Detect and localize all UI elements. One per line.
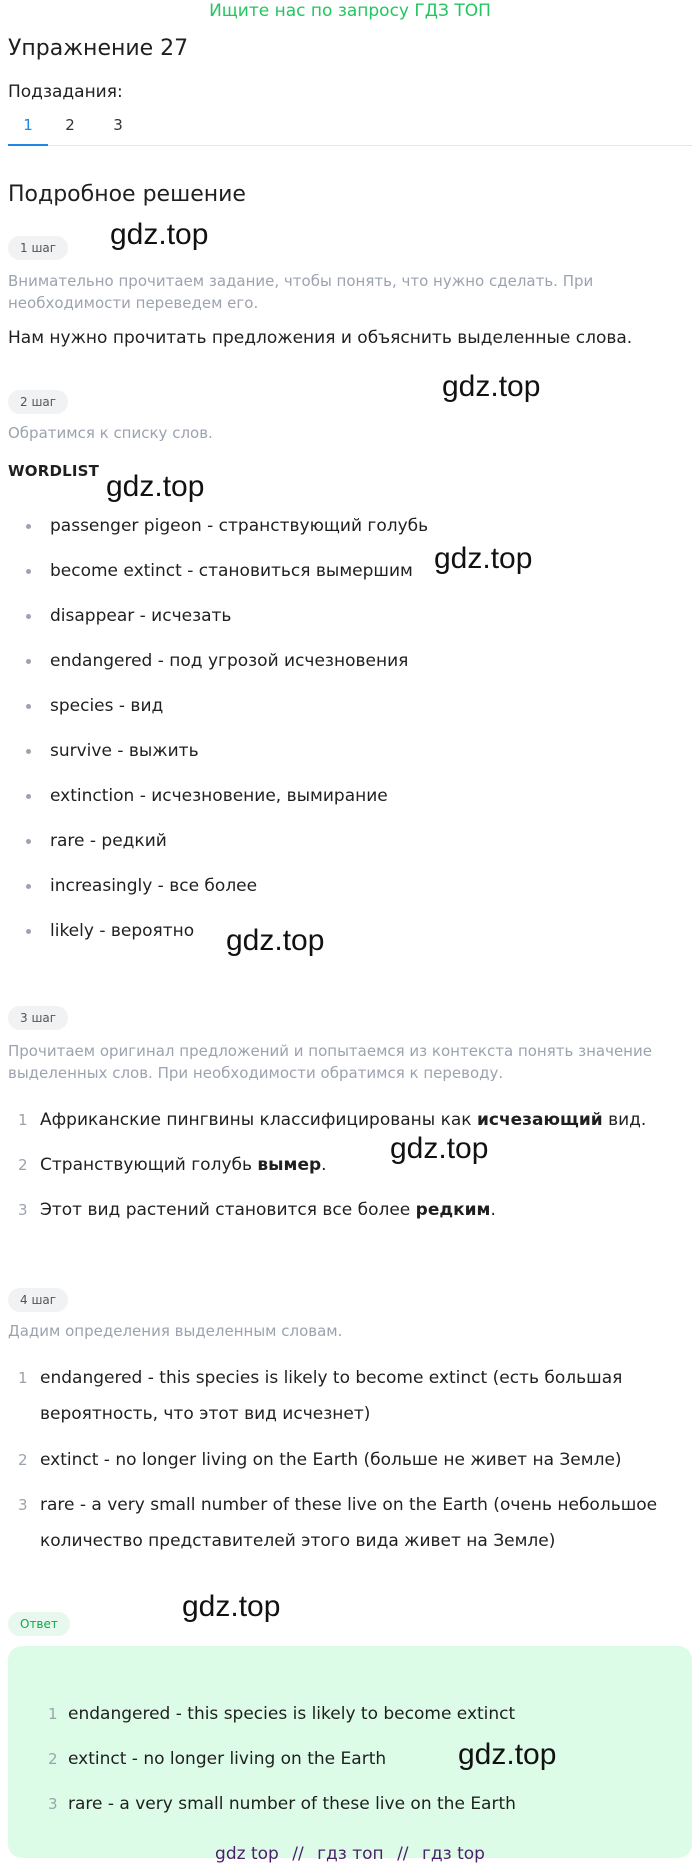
tab-3[interactable]: 3	[113, 116, 123, 134]
wordlist-title: WORDLIST	[8, 462, 100, 480]
step-1-instruction: Внимательно прочитаем задание, чтобы понять, что нужно сделать. При необходимости переведем его.	[8, 272, 594, 312]
page-title: Упражнение 27	[8, 36, 189, 61]
footer-link-gdz-top-ru[interactable]: гдз топ	[317, 1844, 384, 1864]
footer-separator: //	[397, 1844, 409, 1864]
tab-2[interactable]: 2	[65, 116, 75, 134]
answer-box: 1 endangered - this species is likely to become extinct 2 extinct - no longer living on the Earth 3 rare - a very small number of these live on the Earth gdz.top	[8, 1646, 692, 1858]
step-badge-3: 3 шаг	[8, 1006, 68, 1030]
answer-badge: Ответ	[8, 1612, 70, 1636]
bullet-icon	[26, 569, 31, 574]
step-1-text: Нам нужно прочитать предложения и объяснить выделенные слова.	[8, 328, 633, 348]
bullet-icon	[26, 614, 31, 619]
step-2-instruction: Обратимся к списку слов.	[8, 424, 213, 442]
bullet-icon	[26, 839, 31, 844]
subtask-tabs	[8, 114, 692, 146]
watermark: gdz.top	[106, 470, 205, 503]
subtasks-label: Подзадания:	[8, 82, 123, 102]
step-badge-4: 4 шаг	[8, 1288, 68, 1312]
bullet-icon	[26, 524, 31, 529]
bullet-icon	[26, 884, 31, 889]
step-badge-1: 1 шаг	[8, 236, 68, 260]
section-title: Подробное решение	[8, 182, 246, 207]
footer-link-gdz-top-mixed[interactable]: гдз top	[421, 1844, 485, 1864]
search-banner: Ищите нас по запросу ГДЗ ТОП	[209, 1, 491, 21]
watermark: gdz.top	[390, 1132, 489, 1165]
watermark: gdz.top	[434, 542, 533, 575]
footer-separator: //	[292, 1844, 304, 1864]
footer-link-gdz-top[interactable]: gdz top	[215, 1844, 279, 1864]
highlighted-word: вымер	[257, 1155, 322, 1175]
bullet-icon	[26, 749, 31, 754]
footer-links	[0, 1844, 700, 1864]
watermark: gdz.top	[182, 1590, 281, 1623]
bullet-icon	[26, 794, 31, 799]
watermark: gdz.top	[110, 218, 209, 251]
watermark: gdz.top	[226, 924, 325, 957]
step-4-instruction: Дадим определения выделенным словам.	[8, 1322, 343, 1340]
watermark: gdz.top	[458, 1738, 557, 1771]
highlighted-word: исчезающий	[476, 1110, 603, 1130]
watermark: gdz.top	[442, 370, 541, 403]
step-badge-2: 2 шаг	[8, 390, 68, 414]
tab-1[interactable]: 1	[8, 114, 48, 146]
highlighted-word: редким	[415, 1200, 491, 1220]
step-3-instruction: Прочитаем оригинал предложений и попытаемся из контекста понять значение выделенных слов. При необходимости обратимся к переводу.	[8, 1042, 652, 1082]
bullet-icon	[26, 929, 31, 934]
bullet-icon	[26, 704, 31, 709]
bullet-icon	[26, 659, 31, 664]
